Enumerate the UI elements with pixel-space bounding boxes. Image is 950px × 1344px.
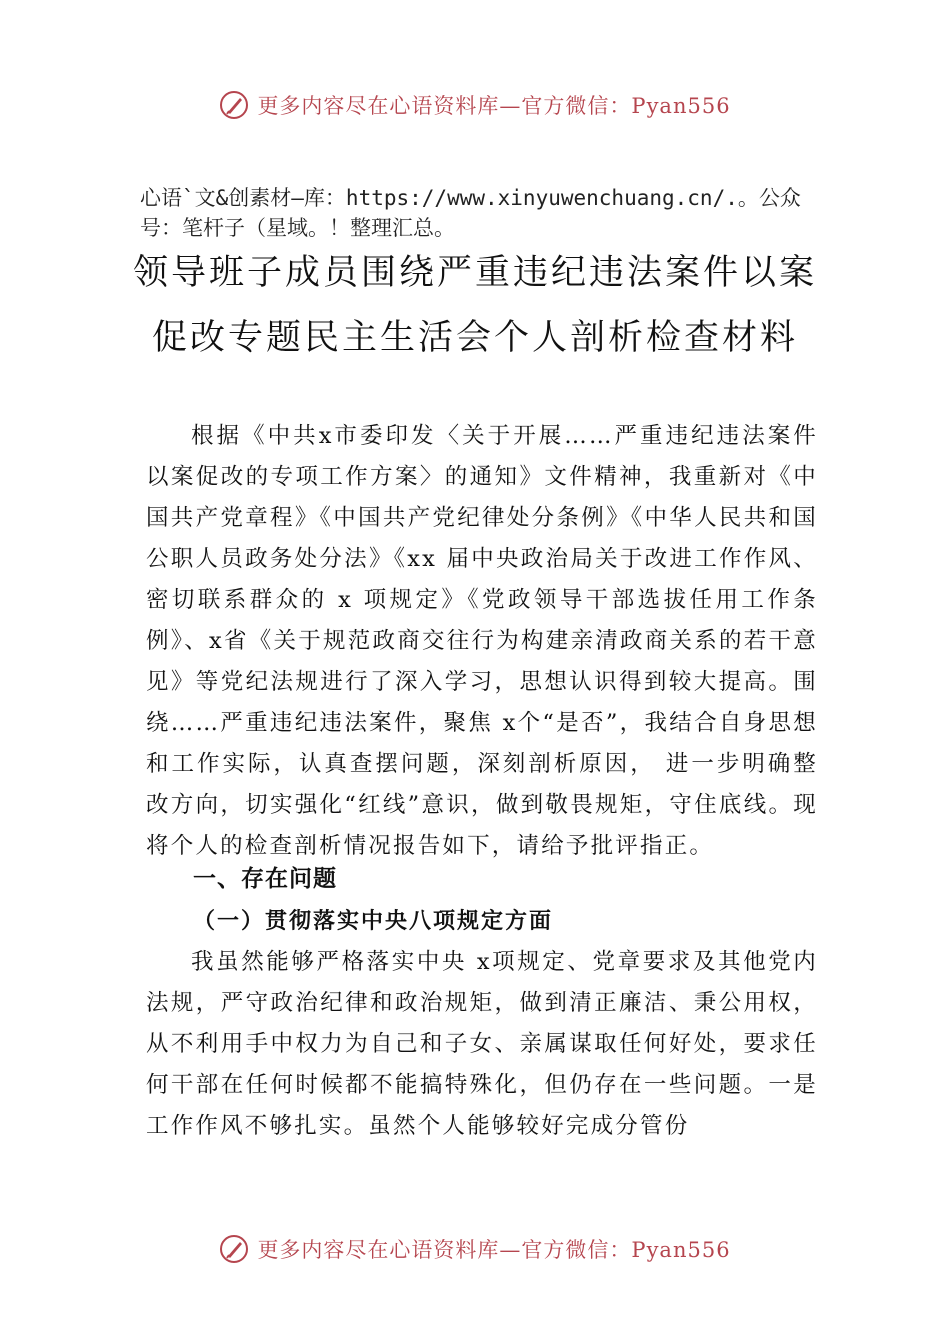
feather-pen-logo-icon bbox=[219, 90, 249, 120]
document-title-line-1: 领导班子成员围绕严重违纪违法案件以案 bbox=[132, 253, 817, 293]
intro-paragraph: 根据《中共x市委印发〈关于开展……严重违纪违法案件以案促改的专项工作方案〉的通知》文件精神，我重新对《中国共产党章程》《中国共产党纪律处分条例》《中华人民共和国公职人员政务处分法》《xx 届中央政治局关于改进工作作风、密切联系群众的 x 项规定》《党政领导干部选拔任用工作条例》、x省《关于规范政商交往行为构建亲清政商关系的若干意见》等党纪法规进行了深入学习，思想认识得到较大提高。围绕……严重违纪违法案件，聚焦 x个“是否”，我结合自身思想和工作实际，认真查摆问题，深刻剖析原因， 进一步明确整改方向，切实强化“红线”意识，做到敬畏规矩，守住底线。现将个人的检查剖析情况报告如下，请给予批评指正。 bbox=[146, 423, 818, 859]
footer-watermark-banner bbox=[0, 1234, 950, 1264]
feather-pen-logo-icon bbox=[219, 1234, 249, 1264]
source-line: 心语`文&创素材—库：https://www.xinyuwenchuang.cn/.。公众号：笔杆子（星域。！整理汇总。 bbox=[140, 186, 801, 240]
section-heading: 一、存在问题 bbox=[193, 866, 337, 892]
header-watermark-banner bbox=[0, 90, 950, 120]
body-paragraph: 我虽然能够严格落实中央 x项规定、党章要求及其他党内法规，严守政治纪律和政治规矩，做到清正廉洁、秉公用权，从不利用手中权力为自己和子女、亲属谋取任何好处，要求任何干部在任何时候都不能搞特殊化，但仍存在一些问题。一是工作作风不够扎实。虽然个人能够较好完成分管份 bbox=[146, 949, 818, 1139]
document-title-line-2: 促改专题民主生活会个人剖析检查材料 bbox=[151, 318, 798, 358]
banner-text: 更多内容尽在心语资料库—官方微信：Pyan556 bbox=[257, 1238, 731, 1262]
subsection-heading: （一）贯彻落实中央八项规定方面 bbox=[193, 908, 554, 934]
banner-text: 更多内容尽在心语资料库—官方微信：Pyan556 bbox=[257, 94, 731, 118]
